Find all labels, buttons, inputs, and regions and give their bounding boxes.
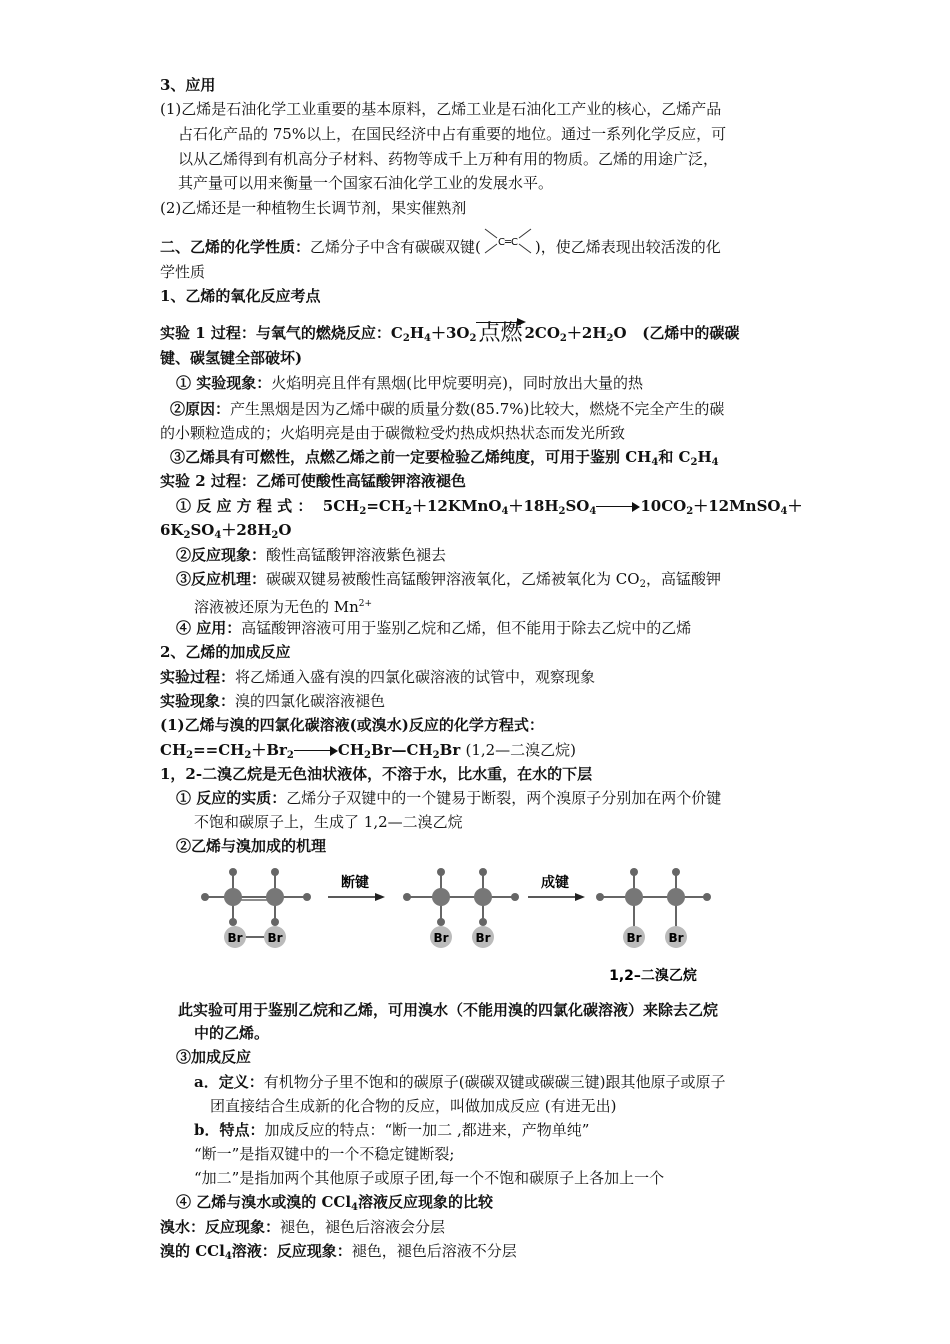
section-2-heading: [160, 236, 721, 259]
para-1-line-2: 占石化产品的 75%以上，在国民经济中占有重要的地位。通过一系列化学反应，可: [178, 125, 727, 143]
para-1-line-4: 其产量可以用来衡量一个国家石油化学工业的发展水平。: [178, 174, 554, 192]
ox-r3-line-2: 溶液被还原为无色的 $Mn^{2+}$: [194, 598, 373, 616]
add-q1: (1)乙烯与溴的四氯化碳溶液(或溴水)反应的化学方程式：: [160, 716, 544, 734]
exp1-label: 实验 1 过程：与氧气的燃烧反应：: [160, 324, 391, 342]
break-bond-label: 断键: [341, 875, 369, 891]
def-line-2: 团直接结合生成新的化合物的反应，叫做加成反应 (有进无出): [210, 1097, 617, 1115]
exp1-equation: 实验 1 过程：与氧气的燃烧反应：$C_2H_4+3O_2$点燃 $2CO_2+2H_2O$ (乙烯中的碳碳: [160, 321, 740, 346]
bromine-ccl4: 溴的 CCl$_4$溶液：反应现象：褪色，褪色后溶液不分层: [160, 1242, 517, 1262]
ox-item-3: ③乙烯具有可燃性，点燃乙烯之前一定要检验乙烯纯度，可用于鉴别 $CH_4$和 $C_2H_4$: [170, 448, 719, 468]
exp1-rhs-co: 2CO: [524, 324, 560, 342]
section-2-title: 二、乙烯的化学性质：: [160, 238, 311, 256]
mech-title: ②乙烯与溴加成的机理: [176, 837, 327, 855]
exp1-lhs-o: ＋3O: [430, 324, 470, 342]
svg-text:Br: Br: [475, 931, 491, 945]
double-bond-label: C═C: [497, 237, 518, 248]
ox-item-2: ②原因：产生黑烟是因为乙烯中碳的质量分数(85.7%)比较大，燃烧不完全产生的碳: [170, 400, 725, 418]
addition-title: 2、乙烯的加成反应: [160, 643, 291, 661]
mechanism-diagram: [195, 862, 735, 992]
feature: b．特点：加成反应的特点：“断一加二 ,都进来，产物单纯”: [194, 1121, 590, 1139]
exp1-rhs-o: O: [613, 324, 627, 342]
double-bond-structure: [481, 237, 535, 259]
exp1-lhs-h: H: [409, 324, 424, 342]
compare-title: ④ 乙烯与溴水或溴的 CCl$_4$溶液反应现象的比较: [176, 1193, 494, 1213]
exp2-title: 实验 2 过程：乙烯可使酸性高锰酸钾溶液褪色: [160, 472, 466, 490]
add-essence-line-2: 不饱和碳原子上，生成了 1,2—二溴乙烷: [194, 813, 463, 831]
form-bond-label: 成键: [541, 875, 569, 891]
ox-item-2-line-2: 的小颗粒造成的；火焰明亮是由于碳微粒受灼热成炽热状态而发光所致: [160, 424, 626, 442]
product-name: 1,2–二溴乙烷: [609, 968, 697, 984]
add-essence: ① 反应的实质：乙烯分子双键中的一个键易于断裂，两个溴原子分别加在两个价键: [176, 789, 722, 807]
exp1-note: (乙烯中的碳碳: [642, 324, 740, 342]
section-2-text-b: )，使乙烯表现出较活泼的化: [534, 238, 721, 256]
molecule-product: [596, 868, 711, 948]
svg-text:Br: Br: [267, 931, 283, 945]
exp1-rhs-h: ＋2H: [566, 324, 607, 342]
section-2-text-c: 学性质: [160, 263, 206, 281]
def: a．定义：有机物分子里不饱和的碳原子(碳碳双键或碳碳三键)跟其他原子或原子: [194, 1073, 726, 1091]
svg-text:Br: Br: [668, 931, 684, 945]
feature-1: “断一”是指双键中的一个不稳定键断裂;: [194, 1145, 455, 1163]
para-2: (2)乙烯还是一种植物生长调节剂，果实催熟剂: [160, 199, 467, 217]
add-reaction-title: ③加成反应: [176, 1048, 252, 1066]
oxidation-title: 1、乙烯的氧化反应考点: [160, 287, 321, 305]
ox-r3: ③反应机理：碳碳双键易被酸性高锰酸钾溶液氧化，乙烯被氧化为 $CO_2$，高锰酸钾: [176, 570, 721, 590]
add-property: 1，2-二溴乙烷是无色油状液体，不溶于水，比水重，在水的下层: [160, 765, 593, 783]
add-proc: 实验过程：将乙烯通入盛有溴的四氯化碳溶液的试管中，观察现象: [160, 668, 596, 686]
kmno4-equation: ① 反 应 方 程 式 ： $5CH_2=CH_2+12KMnO_4+18H_2SO_4$ $10CO_2+12MnSO_4+$: [176, 497, 803, 517]
svg-text:Br: Br: [626, 931, 642, 945]
molecule-intermediate: [403, 868, 519, 948]
svg-text:Br: Br: [433, 931, 449, 945]
reaction-arrow: [294, 746, 338, 756]
section-3-title: 3、应用: [160, 76, 216, 94]
exp1-lhs: C: [390, 324, 403, 342]
molecule-ethylene-br2: [201, 868, 311, 948]
kmno4-equation-line-2: $6K_2SO_4+28H_2O$: [160, 521, 292, 541]
br2-equation: $CH_2==CH_2+Br_2$ $CH_2Br—CH_2Br$ (1,2—二溴乙烷): [160, 741, 577, 761]
note-line-1: 此实验可用于鉴别乙烷和乙烯，可用溴水（不能用溴的四氯化碳溶液）来除去乙烷: [178, 1001, 719, 1019]
para-1-line-1: (1)乙烯是石油化学工业重要的基本原料，乙烯工业是石油化工产业的核心，乙烯产品: [160, 100, 722, 118]
note-line-2: 中的乙烯。: [194, 1024, 270, 1042]
ox-item-1: ① 实验现象：火焰明亮且伴有黑烟(比甲烷要明亮)，同时放出大量的热: [176, 374, 643, 392]
ox-r2: ②反应现象：酸性高锰酸钾溶液紫色褪去: [176, 546, 447, 564]
feature-2: “加二”是指加两个其他原子或原子团,每一个不饱和碳原子上各加上一个: [194, 1169, 665, 1187]
exp1-note-b: 键、碳氢键全部破坏): [160, 349, 303, 367]
ignite-arrow: 点燃: [478, 321, 523, 346]
bromine-water: 溴水：反应现象：褪色，褪色后溶液会分层: [160, 1218, 446, 1236]
reaction-arrow: [596, 502, 640, 512]
para-1-line-3: 以从乙烯得到有机高分子材料、药物等成千上万种有用的物质。乙烯的用途广泛，: [178, 150, 719, 168]
add-phen: 实验现象：溴的四氯化碳溶液褪色: [160, 692, 386, 710]
svg-text:Br: Br: [227, 931, 243, 945]
section-2-text: 乙烯分子中含有碳碳双键(: [310, 238, 481, 256]
ox-r4: ④ 应用：高锰酸钾溶液可用于鉴别乙烷和乙烯，但不能用于除去乙烷中的乙烯: [176, 619, 692, 637]
